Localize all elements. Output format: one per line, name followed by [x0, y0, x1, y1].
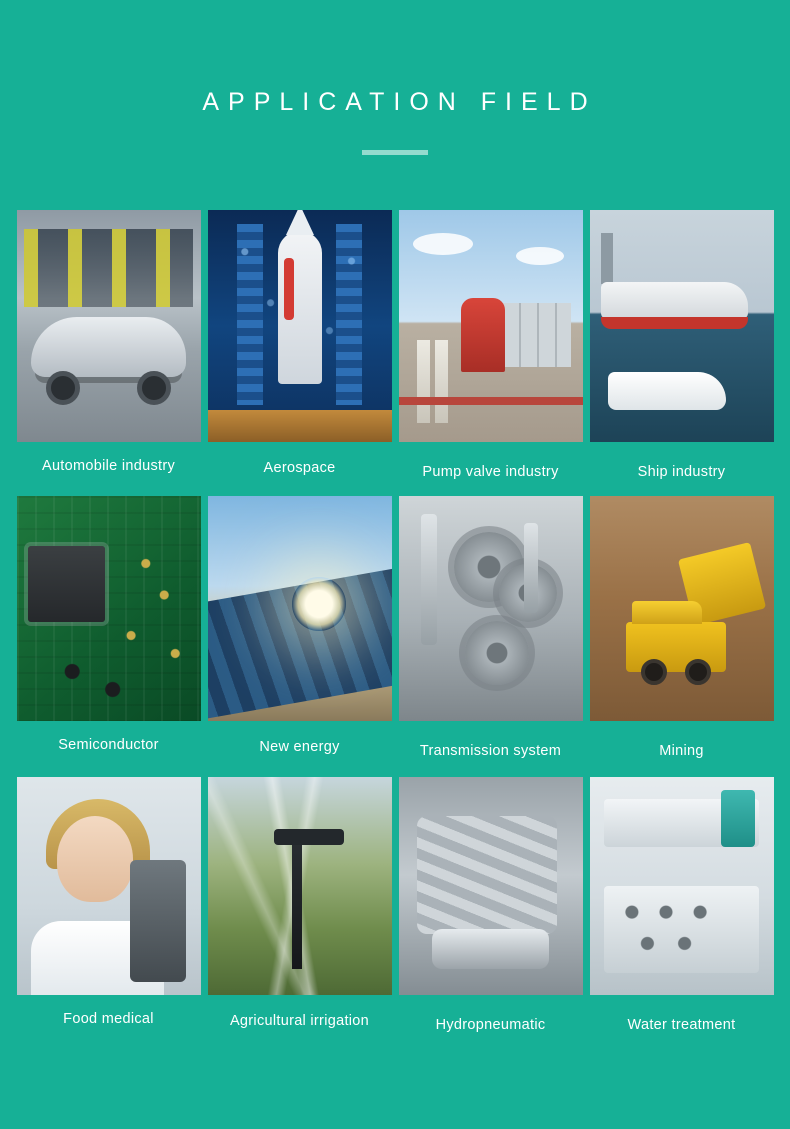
irrigation-illustration — [208, 777, 392, 995]
pump-valve-illustration — [399, 210, 583, 442]
page-title: APPLICATION FIELD — [202, 88, 597, 116]
semiconductor-photo[interactable] — [17, 496, 201, 721]
car-wheel-right-icon — [137, 371, 171, 405]
caption-new-energy: New energy — [259, 739, 340, 756]
gear-icon — [465, 621, 529, 685]
microscope-icon — [130, 860, 186, 982]
perforated-plate-icon — [604, 886, 759, 973]
cloud-icon — [516, 247, 564, 265]
pump-valve-industry-photo[interactable] — [399, 210, 583, 442]
grid-cell-agricultural-irrigation[interactable] — [204, 777, 395, 1030]
tower-lights — [208, 210, 392, 442]
grid-cell-aerospace[interactable] — [204, 210, 395, 477]
caption-food-medical: Food medical — [63, 1010, 154, 1027]
caption-hydropneumatic: Hydropneumatic — [435, 1016, 546, 1033]
grid-cell-new-energy[interactable] — [204, 496, 395, 756]
pipe-post-icon — [417, 340, 430, 424]
grid-cell-mining[interactable] — [586, 496, 777, 760]
teal-module-icon — [721, 790, 755, 847]
grid-row — [13, 496, 777, 760]
caption-transmission-system: Transmission system — [419, 743, 562, 760]
water-tank-icon — [503, 303, 571, 367]
water-treatment-photo[interactable] — [590, 777, 774, 995]
cylinder-icon — [432, 929, 550, 968]
semiconductor-illustration — [17, 496, 201, 721]
truck-tire-icon — [685, 659, 711, 685]
water-treatment-illustration — [590, 777, 774, 995]
grid-row — [13, 777, 777, 1034]
caption-agricultural-irrigation: Agricultural irrigation — [229, 1012, 370, 1029]
application-grid — [13, 210, 777, 1034]
transmission-illustration — [399, 496, 583, 721]
automobile-illustration — [17, 210, 201, 442]
aerospace-illustration — [208, 210, 392, 442]
new-energy-photo[interactable] — [208, 496, 392, 721]
caption-semiconductor: Semiconductor — [58, 737, 159, 754]
transmission-system-photo[interactable] — [399, 496, 583, 721]
pressure-vessel-icon — [461, 298, 505, 372]
cloud-icon — [413, 233, 473, 255]
yacht-icon — [608, 372, 726, 409]
car-wheel-left-icon — [46, 371, 80, 405]
pipeline-icon — [399, 397, 583, 405]
caption-water-treatment: Water treatment — [627, 1016, 736, 1033]
grid-row — [13, 210, 777, 481]
shaft-icon — [524, 523, 538, 613]
automobile-industry-photo[interactable] — [17, 210, 201, 442]
grid-cell-food-medical[interactable] — [13, 777, 204, 1028]
ship-industry-photo[interactable] — [590, 210, 774, 442]
harbor-building-icon — [601, 233, 613, 284]
hydropneumatic-photo[interactable] — [399, 777, 583, 995]
mining-photo[interactable] — [590, 496, 774, 721]
dump-truck-icon — [626, 622, 725, 672]
grid-cell-transmission-system[interactable] — [395, 496, 586, 760]
agricultural-irrigation-photo[interactable] — [208, 777, 392, 995]
grid-cell-automobile-industry[interactable] — [13, 210, 204, 475]
pipe-post-icon — [435, 340, 448, 424]
truck-tire-icon — [641, 659, 667, 685]
caption-pump-valve-industry: Pump valve industry — [422, 464, 559, 480]
aerospace-photo[interactable] — [208, 210, 392, 442]
hydropneumatic-illustration — [399, 777, 583, 995]
sprinkler-head-icon — [274, 829, 344, 845]
mining-illustration — [590, 496, 774, 721]
grid-cell-hydropneumatic[interactable] — [395, 777, 586, 1034]
title-divider — [362, 150, 428, 155]
grid-cell-ship-industry[interactable] — [586, 210, 777, 481]
caption-mining: Mining — [659, 743, 704, 760]
face-shape — [57, 816, 133, 902]
cruise-ship-icon — [601, 282, 748, 319]
caption-ship-industry: Ship industry — [637, 464, 726, 480]
machined-block-icon — [417, 816, 557, 934]
pcb-components — [17, 496, 201, 721]
page-header — [0, 0, 790, 155]
sprinkler-pole-icon — [292, 833, 302, 968]
grid-cell-semiconductor[interactable] — [13, 496, 204, 754]
food-medical-photo[interactable] — [17, 777, 201, 995]
new-energy-illustration — [208, 496, 392, 721]
grid-cell-pump-valve-industry[interactable] — [395, 210, 586, 481]
grid-cell-water-treatment[interactable] — [586, 777, 777, 1034]
caption-automobile-industry: Automobile industry — [41, 458, 176, 474]
shaft-icon — [421, 514, 437, 645]
caption-aerospace: Aerospace — [263, 460, 336, 476]
ship-illustration — [590, 210, 774, 442]
food-medical-illustration — [17, 777, 201, 995]
